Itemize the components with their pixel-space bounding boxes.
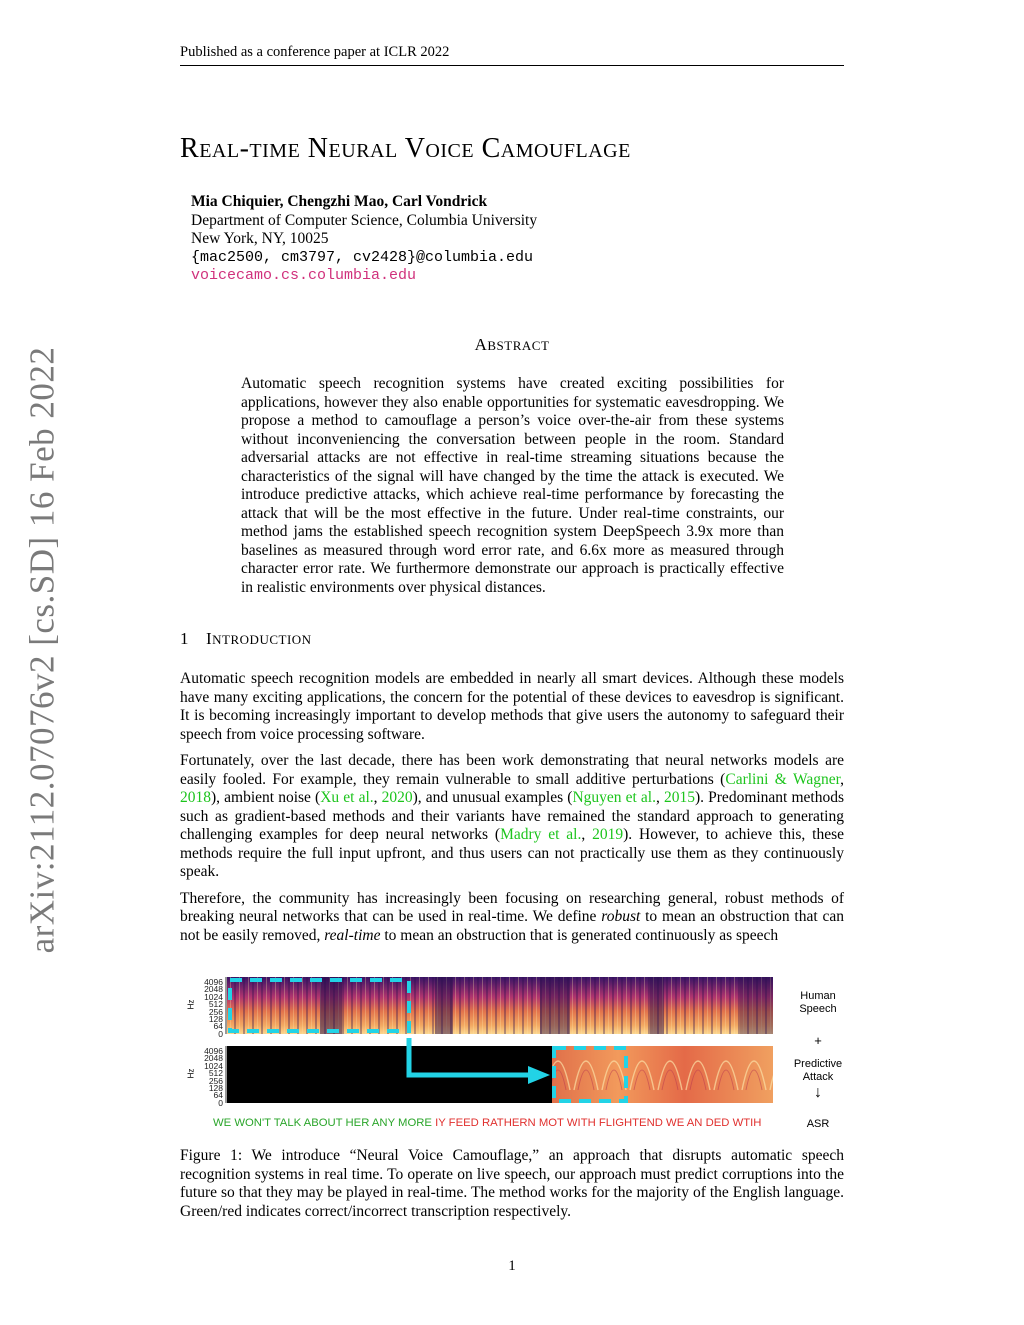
author-emails: {mac2500, cm3797, cv2428}@columbia.edu	[191, 248, 534, 266]
y-axis-label-top: Hz	[186, 999, 196, 1010]
y-axis-ticks-bottom: 4096 2048 1024 512 256 128 64 0	[204, 1046, 223, 1108]
author-block	[191, 193, 537, 286]
introduction-body	[180, 670, 844, 953]
label-human-speech: Human Speech	[799, 990, 837, 1015]
title-part: REAL	[180, 133, 240, 164]
citation-year-link[interactable]: 2019	[592, 826, 624, 843]
y-axis-ticks-top: 4096 2048 1024 512 256 128 64 0	[204, 977, 223, 1039]
asr-transcript	[213, 1117, 761, 1129]
title-part: NEURAL	[300, 133, 398, 164]
transcript-correct: WE WON'T TALK ABOUT HER ANY MORE	[213, 1117, 432, 1129]
label-predictive-attack: Predictive Attack	[793, 1058, 843, 1083]
citation-link[interactable]: Nguyen et al.	[572, 789, 656, 806]
title-part: CAMOUFLAGE	[474, 133, 631, 164]
intro-paragraph-2: Fortunately, over the last decade, there has been work demonstrating that neural networks models are easily fooled. For example, they remain vulnerable to small additive perturbations (Carlini & Wagner, 2018), ambient noise (Xu et al., 2020), and unusual examples (Nguyen et al., 2015). Predominant methods such as gradient-based methods and their variants have remained the standard approach to generating challenging examples for deep neural networks (Madry et al., 2019). However, to achieve this, these methods require the full input upfront, and thus users can not practically use them as they continuously speak.	[180, 752, 845, 880]
author-department: Department of Computer Science, Columbia University	[191, 211, 538, 229]
intro-paragraph-1: Automatic speech recognition models are embedded in nearly all smart devices. Although these models have many exciting applications, the concern for the potential of these devices to eavesdrop is significant. It is becoming increasingly important to develop methods that give users the autonomy to safeguard their speech from voice processing software.	[180, 670, 844, 743]
y-axis-label-bottom: Hz	[186, 1068, 196, 1079]
page-number: 1	[508, 1258, 516, 1274]
citation-year-link[interactable]: 2018	[180, 789, 211, 806]
citation-link[interactable]: Madry et al.	[500, 826, 582, 843]
author-location: New York, NY, 10025	[191, 230, 329, 247]
label-asr: ASR	[806, 1118, 830, 1130]
citation-year-link[interactable]: 2020	[381, 789, 413, 806]
transcript-incorrect: IY FEED RATHERN MOT WITH FLIGHTEND WE AN DED WTIH	[435, 1117, 762, 1129]
citation-link[interactable]: Xu et al.	[320, 789, 374, 806]
project-website-link[interactable]: voicecamo.cs.columbia.edu	[191, 267, 417, 284]
title-part: -TIME	[239, 133, 301, 164]
abstract-text: Automatic speech recognition systems have created exciting possibilities for applications, however they also enable opportunities for systematic eavesdropping. We propose a method to camouflage a person’s voice over-the-air from these systems without inconveniencing the conversation between people in the room. Standard adversarial attacks are not effective in real-time streaming situations because the characteristics of the signal will have changed by the time the attack is executed. We introduce predictive attacks, which achieve real-time performance by forecasting the attack that will be the most effective in the future. Under real-time constraints, our method jams the established speech recognition system DeepSpeech 3.9x more than baselines as measured through word error rate, and 6.6x more as measured through character error rate. We furthermore demonstrate our approach is practically effective in realistic environments over physical distances.	[241, 375, 784, 596]
paper-title	[180, 133, 631, 165]
figure-caption: Figure 1: We introduce “Neural Voice Camouflage,” an approach that disrupts automatic speech recognition systems in real time. To operate on live speech, our approach must predict corruptions into the future so that they may be played in real-time. The method works for the majority of the English language. Green/red indicates correct/incorrect transcription respectively.	[180, 1147, 844, 1220]
intro-paragraph-3: Therefore, the community has increasingly been focusing on researching general, robust methods of breaking neural networks that can be used in real-time. We define robust to mean an obstruction that can not be easily removed, real-time to mean an obstruction that is generated continuously as speech	[180, 889, 845, 944]
spectrogram-figure	[180, 972, 844, 1112]
citation-link[interactable]: Carlini & Wagner	[725, 770, 841, 788]
arxiv-stamp	[12, 346, 72, 954]
citation-year-link[interactable]: 2015	[664, 789, 695, 806]
section-heading-introduction: 1 INTRODUCTION	[180, 629, 312, 648]
title-part: VOICE	[397, 133, 475, 164]
plus-sign: +	[814, 1033, 822, 1048]
abstract-heading: ABSTRACT	[474, 335, 550, 354]
arxiv-id: arXiv:2112.07076v2 [cs.SD] 16 Feb 2022	[22, 346, 62, 954]
author-names: Mia Chiquier, Chengzhi Mao, Carl Vondrick	[191, 193, 488, 210]
running-header: Published as a conference paper at ICLR 2022	[180, 44, 844, 66]
arrow-down-icon: ↓	[814, 1084, 822, 1101]
